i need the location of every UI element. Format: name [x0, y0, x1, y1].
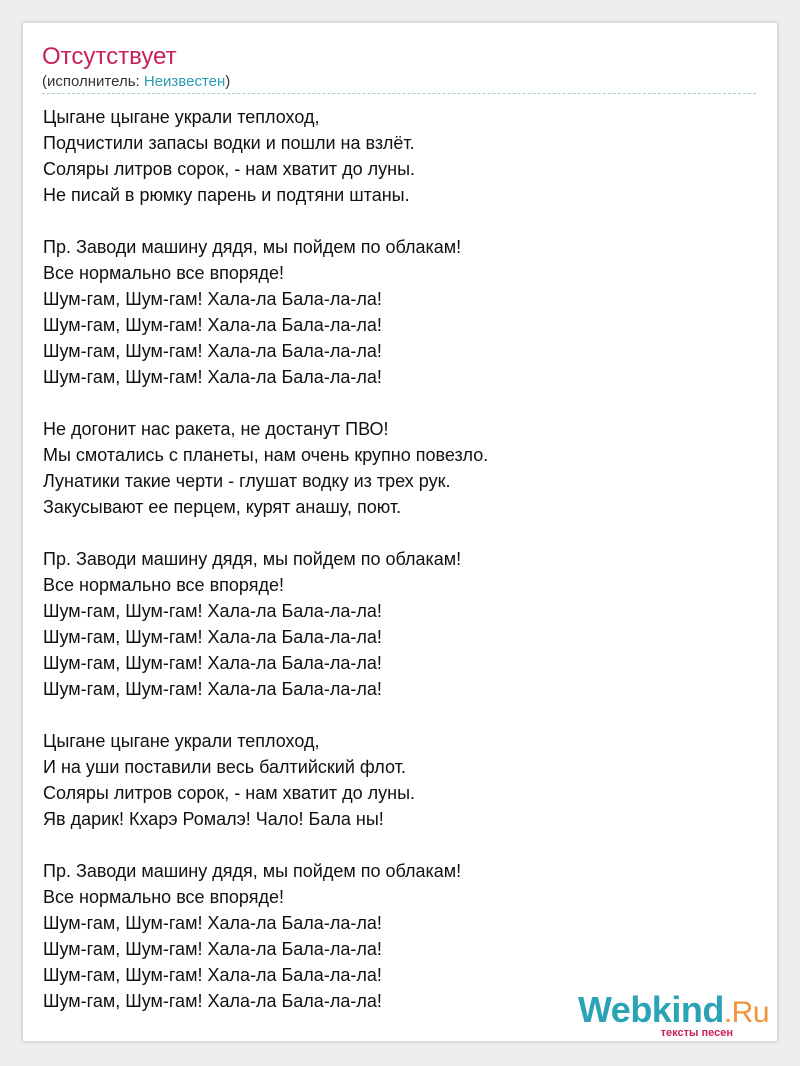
lyrics-text	[43, 104, 488, 1014]
logo-name: Webkind	[577, 989, 724, 1030]
lyric-line: Лунатики такие черти - глушат водку из трех рук.	[43, 471, 451, 491]
lyric-line: Цыгане цыгане украли теплоход,	[43, 731, 320, 751]
logo-tld: .Ru	[723, 996, 769, 1029]
stanza-break	[43, 520, 488, 546]
stanza-break	[43, 832, 488, 858]
lyric-line: Шум-гам, Шум-гам! Хала-ла Бала-ла-ла!	[43, 289, 382, 309]
lyric-line: Шум-гам, Шум-гам! Хала-ла Бала-ла-ла!	[43, 627, 382, 647]
lyric-line: Шум-гам, Шум-гам! Хала-ла Бала-ла-ла!	[43, 653, 382, 673]
lyric-line: Пр. Заводи машину дядя, мы пойдем по облакам!	[43, 237, 462, 257]
artist-link[interactable]: Неизвестен	[143, 73, 226, 90]
lyric-line: Шум-гам, Шум-гам! Хала-ла Бала-ла-ла!	[43, 679, 382, 699]
lyric-line: Все нормально все впоряде!	[43, 263, 284, 283]
lyric-line: Пр. Заводи машину дядя, мы пойдем по облакам!	[43, 861, 462, 881]
lyric-line: Яв дарик! Кхарэ Ромалэ! Чало! Бала ны!	[43, 809, 384, 829]
stanza-break	[43, 208, 488, 234]
lyric-line: Не писай в рюмку парень и подтяни штаны.	[43, 185, 410, 205]
lyric-line: Цыгане цыгане украли теплоход,	[43, 107, 320, 127]
artist-suffix: )	[225, 73, 231, 90]
lyric-line: Все нормально все впоряде!	[43, 575, 284, 595]
artist-line	[42, 73, 230, 91]
webkind-logo[interactable]	[569, 991, 769, 1039]
artist-prefix: (исполнитель:	[42, 73, 144, 90]
lyrics-card	[23, 23, 777, 1041]
song-title: Отсутствует	[42, 43, 177, 70]
stanza-break	[43, 702, 488, 728]
stanza-break	[43, 390, 488, 416]
logo-tagline: тексты песен	[660, 1027, 733, 1039]
lyric-line: Не догонит нас ракета, не достанут ПВО!	[43, 419, 389, 439]
lyric-line: Пр. Заводи машину дядя, мы пойдем по облакам!	[43, 549, 462, 569]
lyric-line: Шум-гам, Шум-гам! Хала-ла Бала-ла-ла!	[43, 601, 382, 621]
logo-wordmark	[578, 991, 769, 1032]
lyric-line: И на уши поставили весь балтийский флот.	[43, 757, 406, 777]
lyric-line: Соляры литров сорок, - нам хватит до луны.	[43, 783, 416, 803]
lyric-line: Шум-гам, Шум-гам! Хала-ла Бала-ла-ла!	[43, 965, 382, 985]
lyric-line: Закусывают ее перцем, курят анашу, поют.	[43, 497, 402, 517]
lyric-line: Шум-гам, Шум-гам! Хала-ла Бала-ла-ла!	[43, 341, 382, 361]
divider	[42, 93, 756, 94]
lyric-line: Соляры литров сорок, - нам хватит до луны.	[43, 159, 416, 179]
lyric-line: Подчистили запасы водки и пошли на взлёт.	[43, 133, 415, 153]
lyric-line: Шум-гам, Шум-гам! Хала-ла Бала-ла-ла!	[43, 367, 382, 387]
lyric-line: Мы смотались с планеты, нам очень крупно повезло.	[43, 445, 489, 465]
lyric-line: Шум-гам, Шум-гам! Хала-ла Бала-ла-ла!	[43, 991, 382, 1011]
lyric-line: Все нормально все впоряде!	[43, 887, 284, 907]
lyric-line: Шум-гам, Шум-гам! Хала-ла Бала-ла-ла!	[43, 913, 382, 933]
lyric-line: Шум-гам, Шум-гам! Хала-ла Бала-ла-ла!	[43, 939, 382, 959]
lyric-line: Шум-гам, Шум-гам! Хала-ла Бала-ла-ла!	[43, 315, 382, 335]
